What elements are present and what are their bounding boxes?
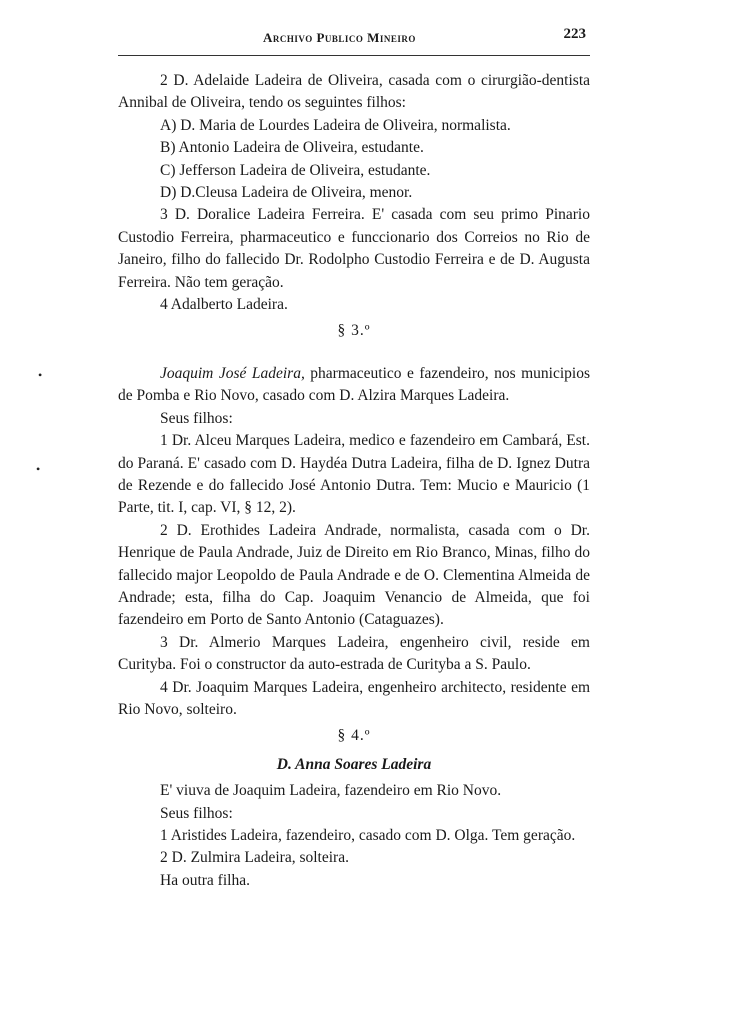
header-rule [118,55,590,56]
paragraph [118,363,590,408]
margin-mark: • [38,368,43,382]
page-body [118,70,590,892]
list-item: A) D. Maria de Lourdes Ladeira de Oliveira, normalista. [160,116,511,134]
paragraph: 2 D. Adelaide Ladeira de Oliveira, casada com o cirurgião-dentista Annibal de Oliveira, tendo os seguintes filhos: [118,72,590,112]
paragraph: Seus filhos: [160,804,233,822]
section-heading: § 3.º [337,322,371,340]
list-item: 2 D. Zulmira Ladeira, solteira. [160,849,349,867]
running-head: Archivo Publico Mineiro [263,30,416,45]
list-item: 1 Dr. Alceu Marques Ladeira, medico e fazendeiro em Cambará, Est. do Paraná. E' casado com D. Haydéa Dutra Ladeira, filha de D. Ignez Dutra de Rezende e do fallecido José Antonio Dutra. Tem: Mucio e Mauricio (1 Parte, tit. I, cap. VI, § 12, 2). [118,432,590,517]
list-item: 4 Dr. Joaquim Marques Ladeira, engenheiro architecto, residente em Rio Novo, solteiro. [118,678,590,718]
paragraph: 3 D. Doralice Ladeira Ferreira. E' casada com seu primo Pinario Custodio Ferreira, pharmaceutico e funccionario dos Correios no Rio de Janeiro, filho do fallecido Dr. Rodolpho Custodio Ferreira e de D. Augusta Ferreira. Não tem geração. [118,206,590,291]
list-item: B) Antonio Ladeira de Oliveira, estudante. [160,139,424,157]
list-item: D) D.Cleusa Ladeira de Oliveira, menor. [160,184,413,202]
page-number: 223 [563,26,586,42]
paragraph-text: pharmaceutico e fazendeiro, nos municipios de Pomba e Rio Novo, casado com D. Alzira Marques Ladeira. [118,364,590,405]
paragraph: Seus filhos: [160,409,233,427]
list-item: 2 D. Erothides Ladeira Andrade, normalista, casada com o Dr. Henrique de Paula Andrade, Juiz de Direito em Rio Branco, Minas, filho do fallecido major Leopoldo de Paula Andrade e de O. Clementina Almeida de Andrade; esta, filha do Cap. Joaquim Venancio de Almeida, que foi fazendeiro em Porto de Santo Antonio (Cataguazes). [118,521,590,629]
person-name: Joaquim José Ladeira, [160,364,305,382]
list-item: 1 Aristides Ladeira, fazendeiro, casado com D. Olga. Tem geração. [160,827,576,844]
paragraph: E' viuva de Joaquim Ladeira, fazendeiro em Rio Novo. [160,782,502,800]
section-person-name: D. Anna Soares Ladeira [276,755,432,773]
margin-mark: • [36,462,41,476]
list-item: Ha outra filha. [160,871,250,889]
list-item: C) Jefferson Ladeira de Oliveira, estudante. [160,161,431,179]
paragraph: 4 Adalberto Ladeira. [160,296,288,314]
page-header [118,26,590,52]
list-item: 3 Dr. Almerio Marques Ladeira, engenheiro civil, reside em Curityba. Foi o constructor da auto-estrada de Curityba a S. Paulo. [118,633,590,674]
section-heading: § 4.º [337,727,371,745]
spacer [118,349,590,363]
